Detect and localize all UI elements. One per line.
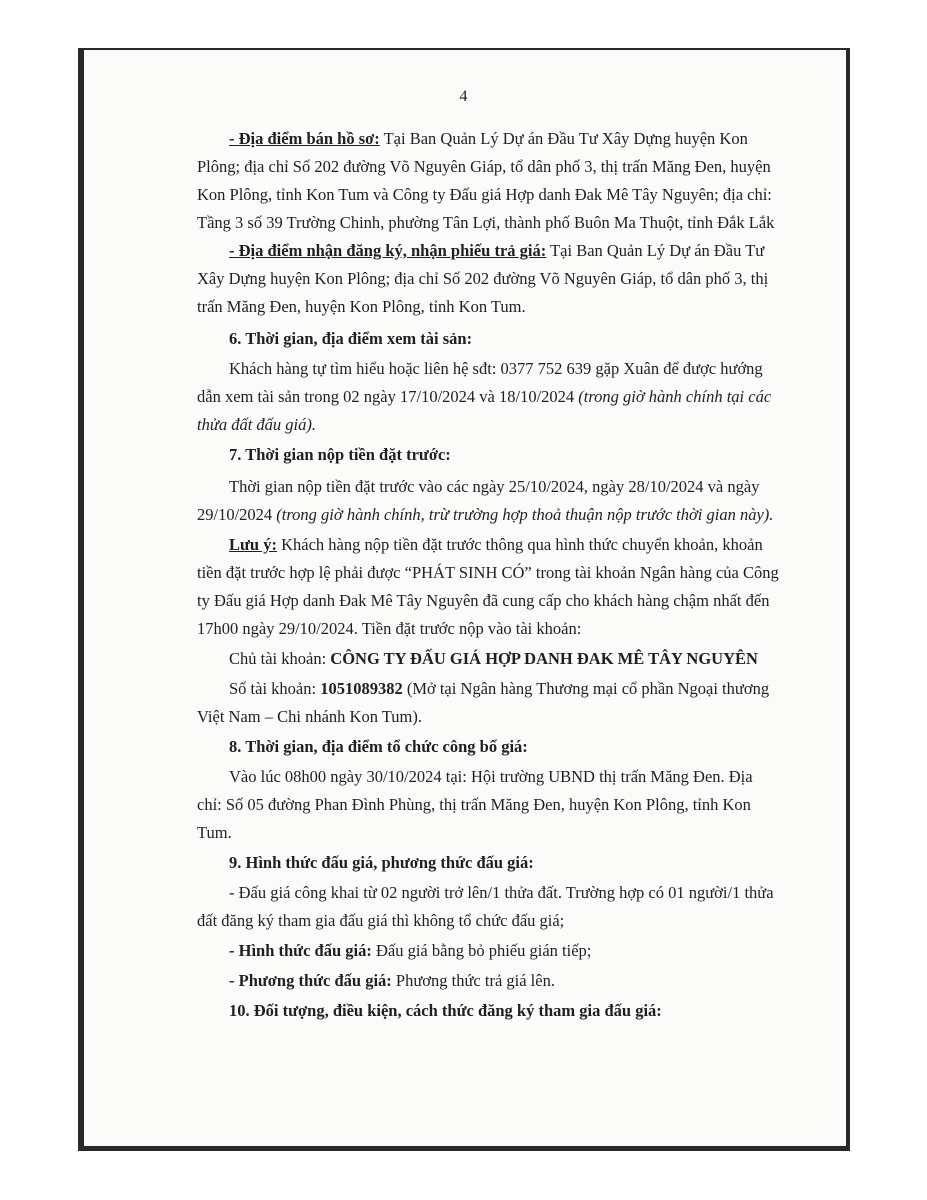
sale-location-line-1: - Địa điểm bán hồ sơ: Tại Ban Quản Lý Dự án Đầu Tư Xây Dựng huyện Kon	[229, 129, 748, 148]
note-line-3: ty Đấu giá Hợp danh Đak Mê Tây Nguyên đã cung cấp cho khách hàng chậm nhất đến	[197, 591, 770, 610]
auction-form-label: - Hình thức đấu giá:	[229, 941, 372, 960]
section-6-line-3: thửa đất đấu giá).	[197, 415, 316, 434]
section-6-heading: 6. Thời gian, địa điểm xem tài sản:	[229, 329, 473, 348]
section-6-line-1: Khách hàng tự tìm hiểu hoặc liên hệ sđt: 0377 752 639 gặp Xuân để được hướng	[229, 359, 763, 378]
auction-form-line: - Hình thức đấu giá: Đấu giá bằng bỏ phiếu gián tiếp;	[229, 941, 592, 960]
registration-location-line-1: - Địa điểm nhận đăng ký, nhận phiếu trả giá: Tại Ban Quản Lý Dự án Đầu Tư	[229, 241, 765, 260]
sale-location-line-4: Tầng 3 số 39 Trường Chinh, phường Tân Lợi, thành phố Buôn Ma Thuột, tỉnh Đắk Lắk	[197, 213, 775, 232]
section-8-heading: 8. Thời gian, địa điểm tổ chức công bố giá:	[229, 737, 528, 756]
section-8-line-1: Vào lúc 08h00 ngày 30/10/2024 tại: Hội trường UBND thị trấn Măng Đen. Địa	[229, 767, 753, 786]
section-10-heading: 10. Đối tượng, điều kiện, cách thức đăng ký tham gia đấu giá:	[229, 1001, 662, 1020]
account-number-line: Số tài khoản: 1051089382 (Mở tại Ngân hàng Thương mại cổ phần Ngoại thương	[229, 679, 770, 698]
note-line-2: tiền đặt trước hợp lệ phải được “PHÁT SINH CÓ” trong tài khoản Ngân hàng của Công	[197, 563, 779, 582]
page-number: 4	[459, 88, 468, 105]
section-7-line-1: Thời gian nộp tiền đặt trước vào các ngày 25/10/2024, ngày 28/10/2024 và ngày	[229, 477, 760, 496]
registration-location-line-3: trấn Măng Đen, huyện Kon Plông, tỉnh Kon Tum.	[197, 297, 526, 316]
section-6-line-2: dẫn xem tài sản trong 02 ngày 17/10/2024 và 18/10/2024 (trong giờ hành chính tại các	[197, 387, 772, 406]
section-9-heading: 9. Hình thức đấu giá, phương thức đấu giá:	[229, 853, 534, 872]
account-number: 1051089382	[320, 679, 403, 698]
auction-method-line: - Phương thức đấu giá: Phương thức trả giá lên.	[229, 971, 555, 990]
account-holder-line: Chủ tài khoản: CÔNG TY ĐẤU GIÁ HỢP DANH ĐAK MÊ TÂY NGUYÊN	[229, 649, 758, 668]
section-9-line-1: - Đấu giá công khai từ 02 người trở lên/1 thửa đất. Trường hợp có 01 người/1 thửa	[229, 883, 774, 902]
auction-method-label: - Phương thức đấu giá:	[229, 971, 392, 990]
note-line-4: 17h00 ngày 29/10/2024. Tiền đặt trước nộp vào tài khoản:	[197, 619, 582, 638]
registration-location-line-2: Xây Dựng huyện Kon Plông; địa chỉ Số 202 đường Võ Nguyên Giáp, tổ dân phố 3, thị	[197, 269, 769, 288]
section-9-line-2: đất đăng ký tham gia đấu giá thì không tổ chức đấu giá;	[197, 911, 565, 930]
sale-location-label: - Địa điểm bán hồ sơ:	[229, 129, 380, 148]
sale-location-line-3: Kon Plông, tỉnh Kon Tum và Công ty Đấu giá Hợp danh Đak Mê Tây Nguyên; địa chỉ:	[197, 185, 772, 204]
account-bank-line: Việt Nam – Chi nhánh Kon Tum).	[197, 707, 422, 726]
account-holder-name: CÔNG TY ĐẤU GIÁ HỢP DANH ĐAK MÊ TÂY NGUYÊN	[330, 649, 758, 668]
section-8-line-3: Tum.	[197, 823, 232, 842]
section-8-line-2: chỉ: Số 05 đường Phan Đình Phùng, thị trấn Măng Đen, huyện Kon Plông, tỉnh Kon	[197, 795, 751, 814]
note-label: Lưu ý:	[229, 535, 277, 554]
registration-location-label: - Địa điểm nhận đăng ký, nhận phiếu trả giá:	[229, 241, 547, 260]
note-line-1: Lưu ý: Khách hàng nộp tiền đặt trước thông qua hình thức chuyển khoản, khoản	[229, 535, 763, 554]
section-7-line-2: 29/10/2024 (trong giờ hành chính, trừ trường hợp thoả thuận nộp trước thời gian này).	[197, 505, 774, 524]
sale-location-line-2: Plông; địa chỉ Số 202 đường Võ Nguyên Giáp, tổ dân phố 3, thị trấn Măng Đen, huyện	[197, 157, 771, 176]
section-7-heading: 7. Thời gian nộp tiền đặt trước:	[229, 445, 451, 464]
